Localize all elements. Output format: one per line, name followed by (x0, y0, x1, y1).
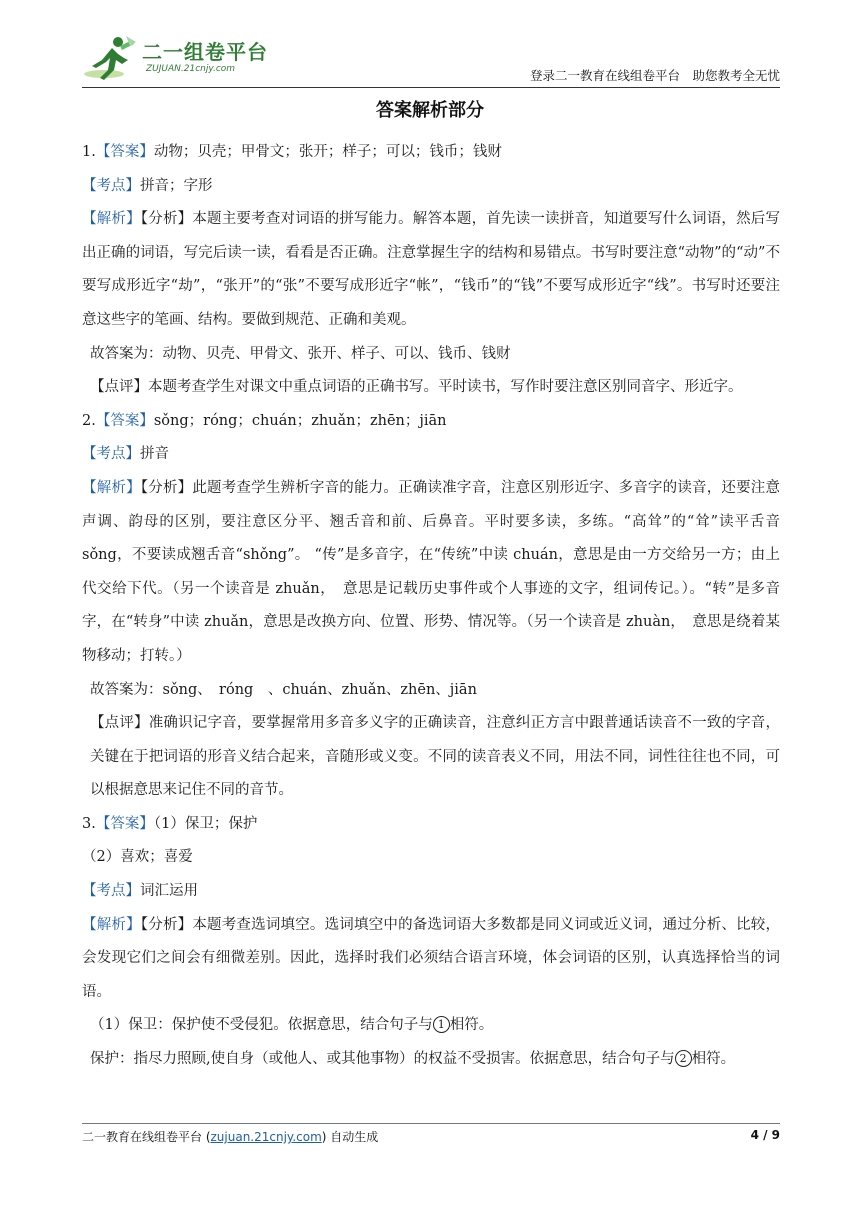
q2-final-answer: 故答案为：sǒng、 róng 、chuán、zhuǎn、zhēn、jiān (90, 681, 477, 698)
page-number: 4 / 9 (750, 1128, 780, 1142)
logo-url: ZUJUAN.21cnjy.com (146, 64, 236, 74)
q2-answer: 2.【答案】sǒng；róng；chuán；zhuǎn；zhēn；jiān (82, 412, 447, 429)
page-header (82, 30, 780, 88)
q3-explain-1: （1）保卫：保护使不受侵犯。依据意思，结合句子与 1 相符。 (90, 1017, 494, 1034)
q2-dianping: 【点评】准确识记字音，要掌握常用多音多义字的正确读音，注意纠正方言中跟普通话读音不一致的字音，关键在于把词语的形音义结合起来，音随形或义变。不同的读音表义不同，用法不同，词性往往也不同，可以根据意思来记住不同的音节。 (90, 715, 780, 799)
q3-kaodian: 【考点】词汇运用 (82, 883, 198, 900)
footer-source: 二一教育在线组卷平台 (zujuan.21cnjy.com) 自动生成 (82, 1130, 379, 1144)
footer-divider (82, 1123, 780, 1124)
footer-link[interactable]: zujuan.21cnjy.com (210, 1130, 322, 1144)
logo-text: 二一组卷平台 (142, 40, 268, 64)
answer-content (82, 136, 780, 1077)
q1-answer: 1.【答案】动物；贝壳；甲骨文；张开；样子；可以；钱币；钱财 (82, 144, 502, 160)
q2-kaodian: 【考点】拼音 (82, 446, 169, 463)
q3-answer-2: （2）喜欢；喜爱 (82, 849, 193, 866)
header-slogan: 登录二一教育在线组卷平台 助您教考全无忧 (529, 68, 780, 83)
q3-explain-2: 保护：指尽力照顾,使自身（或他人、或其他事物）的权益不受损害。依据意思，结合句子与 2 相符。 (90, 1051, 736, 1068)
platform-logo[interactable] (82, 30, 282, 86)
q1-final-answer: 故答案为：动物、贝壳、甲骨文、张开、样子、可以、钱币、钱财 (90, 345, 511, 362)
page-title: 答案解析部分 (376, 100, 484, 121)
q1-dianping: 【点评】本题考查学生对课文中重点词语的正确书写。平时读书，写作时要注意区别同音字、形近字。 (90, 379, 743, 396)
q3-jiexi: 【解析】【分析】本题考查选词填空。选词填空中的备选词语大多数都是同义词或近义词，通过分析、比较，会发现它们之间会有细微差别。因此，选择时我们必须结合语言环境，体会词语的区别，认真选择恰当的词语。 (82, 916, 781, 1000)
circled-number-1: 1 (433, 1016, 450, 1033)
circled-number-2: 2 (675, 1050, 692, 1067)
q3-answer: 3.【答案】（1）保卫；保护 (82, 815, 258, 832)
header-divider (82, 87, 780, 88)
q1-jiexi: 【解析】【分析】本题主要考查对词语的拼写能力。解答本题，首先读一读拼音，知道要写什么词语，然后写出正确的词语，写完后读一读，看看是否正确。注意掌握生字的结构和易错点。书写时要注意“动物”的“动”不要写成形近字“劫”，“张开”的“张”不要写成形近字“帐”，“钱币”的“钱”不要写成形近字“线”。书写时还要注意这些字的笔画、结构。要做到规范、正确和美观。 (82, 211, 781, 328)
q2-jiexi: 【解析】【分析】此题考查学生辨析字音的能力。正确读准字音，注意区别形近字、多音字的读音，还要注意声调、韵母的区别，要注意区分平、翘舌音和前、后鼻音。平时要多读，多练。“高耸”的“耸”读平舌音 sǒng，不要读成翘舌音“shǒng”。 “传”是多音字，在“传统”中读 chuán，意思是由一方交给另一方；由上代交给下代。（另一个读音是 zhuǎn， 意思是记载历史事件或个人事迹的文字，组词传记。）。“转”是多音字，在“转身”中读 zhuǎn，意思是改换方向、位置、形势、情况等。（另一个读音是 zhuàn， 意思是绕着某物移动；打转。） (82, 479, 781, 664)
q1-kaodian: 【考点】拼音；字形 (82, 177, 213, 194)
